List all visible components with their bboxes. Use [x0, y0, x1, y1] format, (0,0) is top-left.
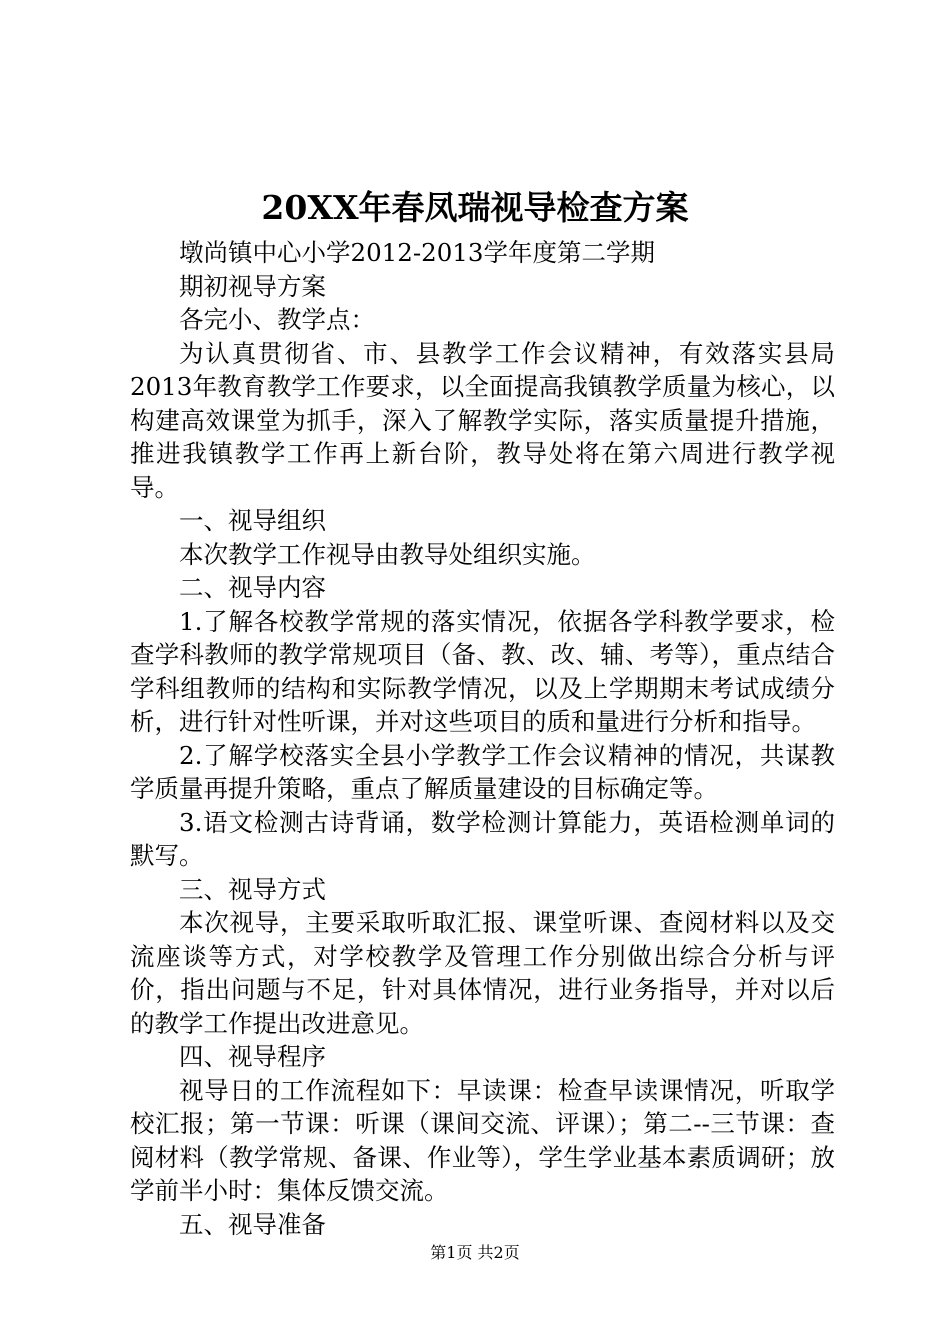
- paragraph-organization: 本次教学工作视导由教导处组织实施。: [179, 539, 596, 569]
- paragraph-salutation: 各完小、教学点：: [179, 305, 375, 334]
- section-heading-procedure: 四、视导程序: [179, 1042, 326, 1071]
- paragraph-method: 本次视导，主要采取听取汇报、课堂听课、查阅材料以及交流座谈等方式，对学校教学及管理工作分别做出综合分析与评价，指出问题与不足，针对具体情况，进行业务指导，并对以后的教学工作提出改进意见。: [130, 908, 835, 1038]
- section-heading-organization: 一、视导组织: [179, 506, 326, 535]
- document-title: 20XX年春凤瑞视导检查方案: [261, 188, 689, 227]
- paragraph-subtitle: 期初视导方案: [179, 271, 326, 301]
- section-heading-method: 三、视导方式: [179, 874, 326, 904]
- section-heading-preparation: 五、视导准备: [179, 1209, 326, 1239]
- paragraph-procedure: 视导日的工作流程如下：早读课：检查早读课情况，听取学校汇报；第一节课：听课（课间交流、评课）；第二--三节课：查阅材料（教学常规、备课、作业等），学生学业基本素质调研；放学前半小时：集体反馈交流。: [130, 1075, 835, 1205]
- paragraph-school-term: 墩尚镇中心小学2012-2013学年度第二学期: [179, 238, 655, 267]
- document-body: [130, 236, 835, 1241]
- paragraph-content-item-2: 2.了解学校落实全县小学教学工作会议精神的情况，共谋教学质量再提升策略，重点了解质量建设的目标确定等。: [130, 740, 835, 803]
- section-heading-content: 二、视导内容: [179, 573, 326, 602]
- page-footer: 第1页 共2页: [430, 1243, 520, 1262]
- paragraph-intro: 为认真贯彻省、市、县教学工作会议精神，有效落实县局2013年教育教学工作要求，以全面提高我镇教学质量为核心，以构建高效课堂为抓手，深入了解教学实际，落实质量提升措施，推进我镇教学工作再上新台阶，教导处将在第六周进行教学视导。: [130, 338, 835, 502]
- paragraph-content-item-3: 3.语文检测古诗背诵，数学检测计算能力，英语检测单词的默写。: [130, 807, 835, 870]
- paragraph-content-item-1: 1.了解各校教学常规的落实情况，依据各学科教学要求，检查学科教师的教学常规项目（备、教、改、辅、考等），重点结合学科组教师的结构和实际教学情况，以及上学期期末考试成绩分析，进行针对性听课，并对这些项目的质和量进行分析和指导。: [130, 606, 835, 736]
